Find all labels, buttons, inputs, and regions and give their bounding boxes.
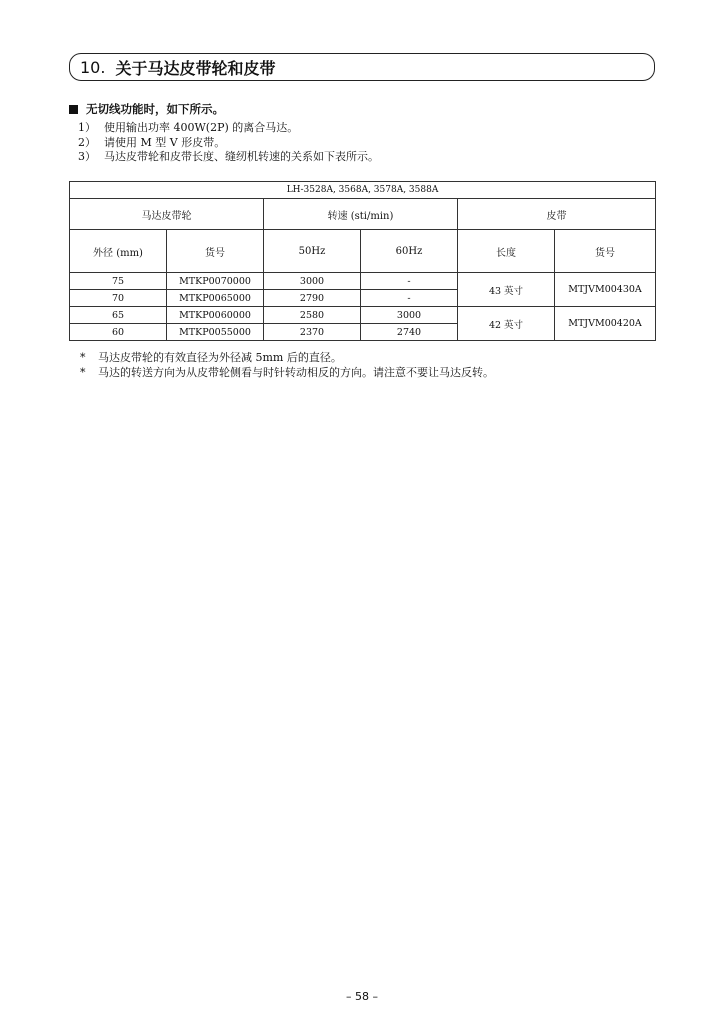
lead-line [69, 101, 224, 117]
item-text: 请使用 M 型 V 形皮带。 [104, 135, 226, 149]
diameter-cell: 70 [70, 290, 167, 307]
list-item [78, 121, 379, 136]
section-number: 10. [80, 57, 106, 77]
lead-text: 无切线功能时，如下所示。 [86, 102, 224, 116]
note-text: 马达的转送方向为从皮带轮侧看与时针转动相反的方向。请注意不要让马达反转。 [98, 366, 494, 379]
note-marker: * [80, 366, 86, 379]
belt-length-cell: 42 英寸 [458, 307, 555, 341]
table-row [70, 307, 656, 324]
section-title-box [69, 53, 655, 81]
list-item [78, 150, 379, 165]
model-header: LH-3528A, 3568A, 3578A, 3588A [70, 182, 656, 199]
diameter-cell: 75 [70, 273, 167, 290]
hz50-cell: 2790 [264, 290, 361, 307]
diameter-header: 外径 (mm) [70, 230, 167, 273]
section-title: 关于马达皮带轮和皮带 [115, 58, 276, 78]
hz60-cell: - [361, 290, 458, 307]
hz60-header: 60Hz [361, 230, 458, 273]
belt-part-cell: MTJVM00420A [555, 307, 656, 341]
item-text: 马达皮带轮和皮带长度、缝纫机转速的关系如下表所示。 [104, 150, 379, 163]
notes [80, 350, 494, 380]
hz60-cell: 2740 [361, 324, 458, 341]
note-marker: * [80, 351, 86, 364]
pulley-part-cell: MTKP0055000 [167, 324, 264, 341]
note-item [80, 365, 494, 380]
item-number: 3） [78, 150, 96, 163]
pulley-part-cell: MTKP0070000 [167, 273, 264, 290]
item-number: 2） [78, 135, 96, 149]
note-item [80, 350, 494, 365]
table-row [70, 273, 656, 290]
hz50-cell: 2580 [264, 307, 361, 324]
page-number: – 58 – [346, 990, 378, 1003]
speed-group-header: 转速 (sti/min) [264, 199, 458, 230]
pulley-belt-table [69, 181, 656, 341]
pulley-part-cell: MTKP0065000 [167, 290, 264, 307]
pulley-part-cell: MTKP0060000 [167, 307, 264, 324]
item-number: 1） [78, 121, 96, 134]
note-text: 马达皮带轮的有效直径为外径减 5mm 后的直径。 [98, 351, 342, 364]
black-square-icon [69, 105, 78, 114]
pulley-part-header: 货号 [167, 230, 264, 273]
belt-part-header: 货号 [555, 230, 656, 273]
item-text: 使用输出功率 400W(2P) 的离合马达。 [104, 121, 299, 134]
hz50-cell: 3000 [264, 273, 361, 290]
length-header: 长度 [458, 230, 555, 273]
instruction-list [78, 121, 379, 165]
pulley-group-header: 马达皮带轮 [70, 199, 264, 230]
belt-part-cell: MTJVM00430A [555, 273, 656, 307]
belt-group-header: 皮带 [458, 199, 656, 230]
diameter-cell: 65 [70, 307, 167, 324]
hz60-cell: 3000 [361, 307, 458, 324]
diameter-cell: 60 [70, 324, 167, 341]
list-item [78, 136, 379, 151]
hz60-cell: - [361, 273, 458, 290]
hz50-cell: 2370 [264, 324, 361, 341]
hz50-header: 50Hz [264, 230, 361, 273]
belt-length-cell: 43 英寸 [458, 273, 555, 307]
